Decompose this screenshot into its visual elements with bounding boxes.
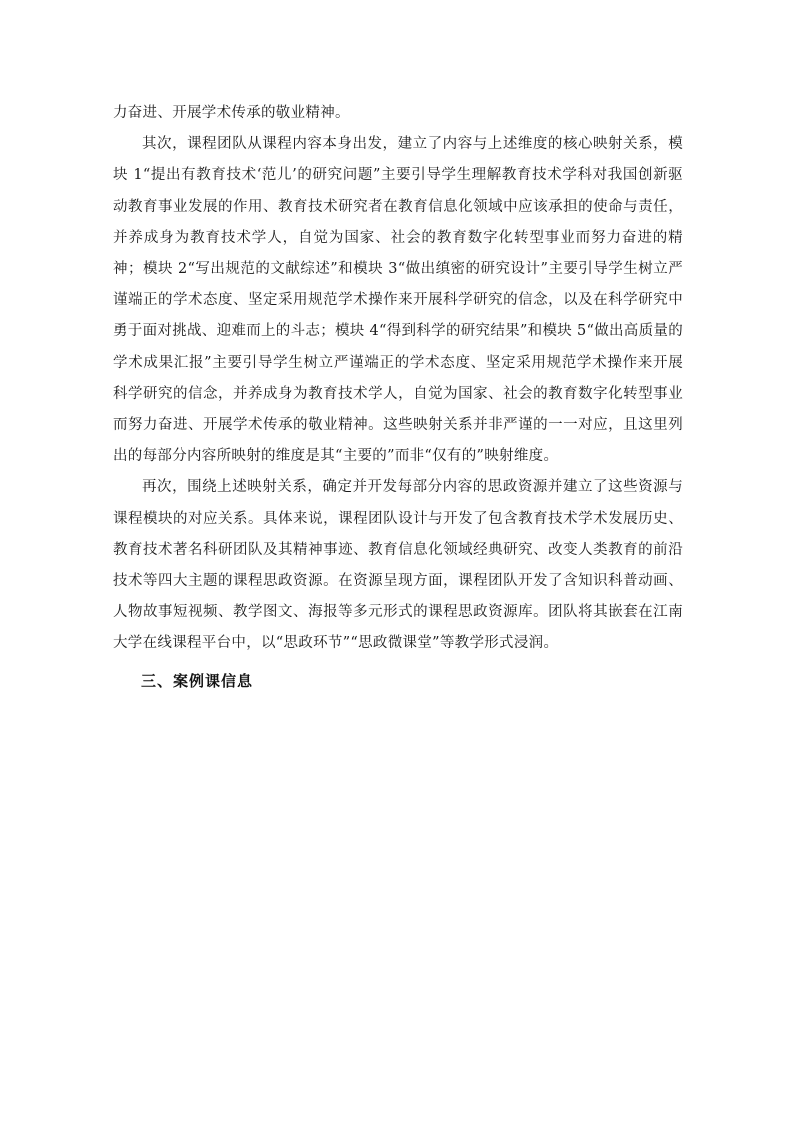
document-body (113, 98, 683, 697)
paragraph-content-mapping: 其次，课程团队从课程内容本身出发，建立了内容与上述维度的核心映射关系，模块 1“提出有教育技术‘范儿’的研究问题”主要引导学生理解教育技术学科对我国创新驱动教育事业发展的作用、教育技术研究者在教育信息化领域中应该承担的使命与责任，并养成身为教育技术学人，自觉为国家、社会的教育数字化转型事业而努力奋进的精神；模块 2“写出规范的文献综述”和模块 3“做出缜密的研究设计”主要引导学生树立严谨端正的学术态度、坚定采用规范学术操作来开展科学研究的信念，以及在科学研究中勇于面对挑战、迎难而上的斗志；模块 4“得到科学的研究结果”和模块 5“做出高质量的学术成果汇报”主要引导学生树立严谨端正的学术态度、坚定采用规范学术操作来开展科学研究的信念，并养成身为教育技术学人，自觉为国家、社会的教育数字化转型事业而努力奋进、开展学术传承的敬业精神。这些映射关系并非严谨的一一对应，且这里列出的每部分内容所映射的维度是其“主要的”而非“仅有的”映射维度。 (113, 136, 684, 465)
paragraph-continuation: 力奋进、开展学术传承的敬业精神。 (113, 105, 350, 121)
section-heading-case-info: 三、案例课信息 (141, 671, 254, 690)
paragraph-resources: 再次，围绕上述映射关系，确定并开发每部分内容的思政资源并建立了这些资源与课程模块的对应关系。具体来说，课程团队设计与开发了包含教育技术学术发展历史、教育技术著名科研团队及其精神事迹、教育信息化领域经典研究、改变人类教育的前沿技术等四大主题的课程思政资源。在资源呈现方面，课程团队开发了含知识科普动画、人物故事短视频、教学图文、海报等多元形式的课程思政资源库。团队将其嵌套在江南大学在线课程平台中，以“思政环节”“思政微课堂”等教学形式浸润。 (113, 479, 683, 652)
